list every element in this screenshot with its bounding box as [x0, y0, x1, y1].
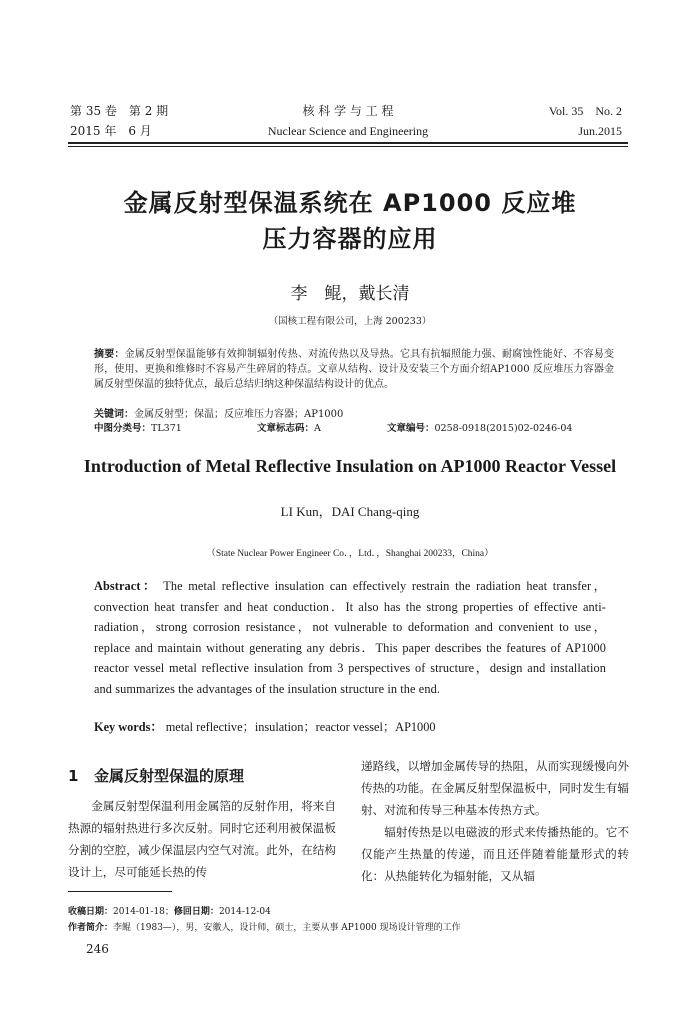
article-number-value: 0258-0918(2015)02-0246-04 — [434, 423, 573, 434]
header-journal-en: Nuclear Science and Engineering — [267, 124, 429, 138]
abstract-en-label: Abstract： — [94, 579, 158, 593]
authors-en: LI Kun，DAI Chang-qing — [280, 504, 420, 519]
doc-code-label: 文章标志码： — [257, 423, 315, 434]
abstract-en-text: The metal reflective insulation can effectively restrain the radiation heat transfer，convection heat transfer and heat conduction．It also has the strong properties of effective anti-radiation，strong corrosion resistance，not vulnerable to deformation and convenient to use，replace and maintain without generating any debris．This paper describes the features of AP1000 reactor vessel metal reflective insulation from 3 perspectives of structure，design and installation and summarizes the advantages of the insulation structure in the end. — [94, 579, 606, 696]
section-1-right-paragraph-2: 辐射传热是以电磁波的形式来传播热能的。它不仅能产生热量的传递，而且还伴随着能量形式的转化：从热能转化为辐射能，又从辐 — [361, 825, 629, 883]
header-date-en: Jun.2015 — [578, 124, 622, 138]
footnote-dates — [68, 905, 628, 919]
keywords-en-text: metal reflective；insulation；reactor vessel；AP1000 — [162, 720, 436, 734]
abstract-cn — [94, 347, 614, 392]
header-volume-cn: 第 35 卷 第 2 期 — [70, 104, 169, 118]
section-1-left-paragraph: 金属反射型保温利用金属箔的反射作用，将来自热源的辐射热进行多次反射。同时它还利用被保温板分割的空腔，减少保温层内空气对流。此外，在结构设计上，尽可能延长热的传 — [68, 799, 336, 879]
title-en: Introduction of Metal Reflective Insulation on AP1000 Reactor Vessel — [83, 456, 617, 476]
doc-code-value: A — [314, 423, 321, 434]
page-number: 246 — [86, 942, 109, 956]
article-number — [387, 422, 572, 436]
received-label: 收稿日期： — [68, 907, 114, 917]
revised-label: 修回日期： — [173, 907, 219, 917]
received-date: 2014-01-18； — [113, 907, 174, 917]
classification-label: 中图分类号： — [94, 423, 152, 434]
keywords-en — [94, 718, 614, 736]
revised-date: 2014-12-04 — [218, 907, 271, 917]
classification — [94, 422, 182, 436]
author-bio: 李鲲（1983—），男，安徽人，设计师，硕士，主要从事 AP1000 现场设计管理的工作 — [113, 923, 461, 933]
section-1-title: 金属反射型保温的原理 — [94, 767, 245, 785]
section-1-heading — [68, 765, 244, 786]
section-1-right-paragraph-1: 递路线，以增加金属传导的热阻，从而实现缓慢向外传热的功能。在金属反射型保温板中，同时发生有辐射、对流和传导三种基本传热方式。 — [361, 759, 629, 817]
authors-cn: 李 鲲，戴长清 — [290, 284, 410, 304]
affiliation-en: （State Nuclear Power Engineer Co．，Ltd．，Shanghai 200233，China） — [206, 549, 494, 559]
abstract-cn-label: 摘要： — [94, 349, 125, 360]
footnote-rule — [68, 891, 172, 892]
affiliation-cn: （国核工程有限公司，上海 200233） — [268, 316, 432, 327]
article-number-label: 文章编号： — [387, 423, 435, 434]
header-date-cn: 2015 年 6 月 — [70, 124, 152, 138]
header-journal-cn: 核 科 学 与 工 程 — [302, 104, 394, 118]
footnote-author — [68, 921, 628, 935]
abstract-en — [94, 576, 606, 699]
keywords-cn — [94, 407, 614, 422]
section-1-number: 1 — [68, 767, 79, 785]
keywords-cn-text: 金属反射型；保温；反应堆压力容器；AP1000 — [134, 409, 344, 420]
classification-value: TL371 — [151, 423, 182, 434]
keywords-en-label: Key words： — [94, 720, 163, 734]
title-cn-line2: 压力容器的应用 — [262, 225, 438, 253]
left-column — [68, 795, 336, 883]
abstract-cn-text: 金属反射型保温能够有效抑制辐射传热、对流传热以及导热。它具有抗辐照能力强、耐腐蚀性能好、不容易变形，使用、更换和维修时不容易产生碎屑的特点。文章从结构、设计及安装三个方面介绍AP1000 反应堆压力容器金属反射型保温的独特优点，最后总结归纳这种保温结构设计的优点。 — [94, 349, 615, 390]
title-cn-line1: 金属反射型保温系统在 AP1000 反应堆 — [123, 189, 577, 217]
author-bio-label: 作者简介： — [68, 923, 114, 933]
header-volume-en: Vol. 35 No. 2 — [548, 104, 622, 118]
header-rule-thin — [68, 146, 628, 147]
doc-code — [257, 422, 321, 436]
right-column — [361, 755, 629, 887]
header-rule-thick — [68, 142, 628, 144]
keywords-cn-label: 关键词： — [94, 409, 134, 420]
